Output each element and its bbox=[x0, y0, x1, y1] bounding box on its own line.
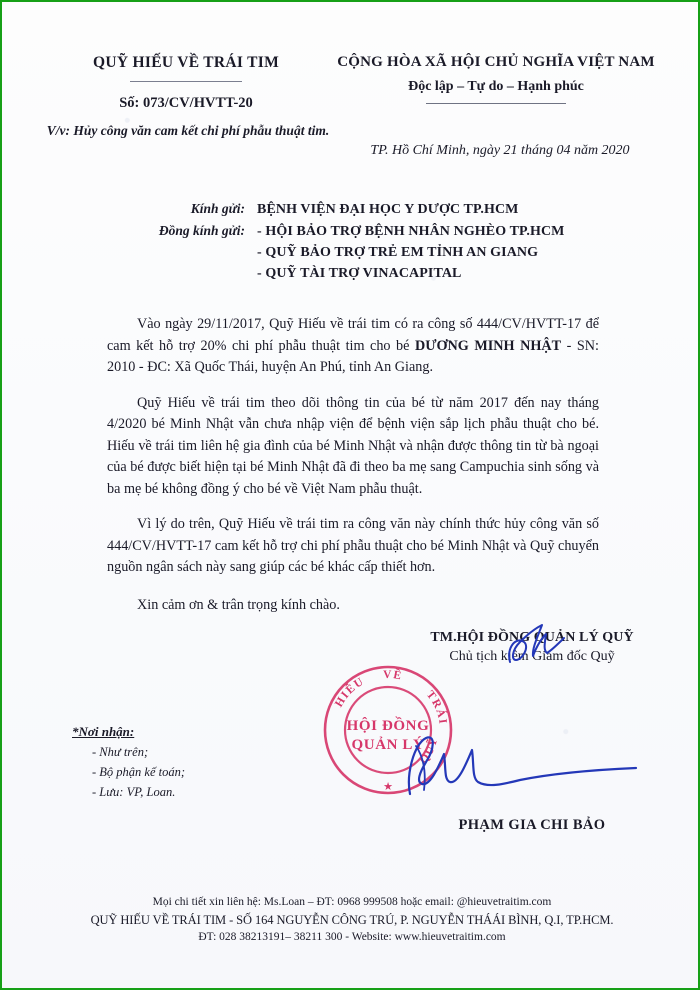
recipient-primary-row bbox=[110, 198, 630, 220]
national-title: CỘNG HÒA XÃ HỘI CHỦ NGHĨA VIỆT NAM bbox=[337, 54, 655, 70]
signer-name: PHẠM GIA CHI BẢO bbox=[458, 817, 606, 833]
para1-suffix: - SN: 2010 - ĐC: Xã Quốc Thái, huyện An Phú, tỉnh An Giang. bbox=[107, 337, 599, 375]
signature-icon bbox=[400, 724, 640, 802]
distribution-note-item-1: - Như trên; bbox=[92, 745, 149, 759]
beneficiary-name: DƯƠNG MINH NHẬT bbox=[414, 337, 562, 354]
signature-title: TM.HỘI ĐỒNG QUẢN LÝ QUỸ bbox=[430, 630, 634, 645]
footer-address-line: QUỸ HIẾU VỀ TRÁI TIM - SỐ 164 NGUYỄN CÔNG TRÚ, P. NGUYỄN THÁÁI BÌNH, Q.I, TP.HCM. bbox=[90, 913, 614, 927]
stamp-ring-top: VỀ bbox=[383, 668, 404, 683]
distribution-note bbox=[72, 724, 312, 800]
recipient-to-label: Kính gửi: bbox=[190, 201, 245, 216]
recipient-cc-label: Đồng kính gửi: bbox=[158, 223, 245, 238]
organization-name: QUỸ HIẾU VỀ TRÁI TIM bbox=[92, 54, 279, 71]
recipient-to-value: BỆNH VIỆN ĐẠI HỌC Y DƯỢC TP.HCM bbox=[257, 202, 519, 217]
signature-initial-icon bbox=[502, 622, 572, 670]
distribution-note-item-2: - Bộ phận kế toán; bbox=[92, 765, 186, 779]
stamp-inner-line-2: QUẢN LÝ bbox=[351, 737, 425, 753]
body-paragraph-1 bbox=[107, 314, 599, 379]
stamp-inner-line-1: HỘI ĐỒNG bbox=[346, 718, 430, 734]
recipient-cc-value-2: - QUỸ BẢO TRỢ TRẺ EM TỈNH AN GIANG bbox=[257, 245, 539, 260]
recipient-cc-row bbox=[110, 220, 630, 242]
recipients-block bbox=[110, 198, 630, 284]
footer-contact-line: Mọi chi tiết xin liên hệ: Ms.Loan – ĐT: 0968 999508 hoặc email: @hieuvetraitim.com bbox=[152, 896, 552, 908]
document-subject: V/v: Hủy công văn cam kết chi phí phẫu thuật tim. bbox=[46, 123, 330, 138]
national-motto: Độc lập – Tự do – Hạnh phúc bbox=[408, 79, 584, 94]
signature-initial-mark bbox=[502, 622, 572, 670]
signature-mark bbox=[400, 724, 640, 802]
stamp-ring-bottom: QUỸ bbox=[417, 735, 441, 767]
stamp-ring-left: HIẾU bbox=[332, 675, 367, 710]
body-closing: Xin cảm ơn & trân trọng kính chào. bbox=[137, 596, 340, 613]
document-body bbox=[107, 314, 599, 616]
distribution-note-item-3: - Lưu: VP, Loan. bbox=[92, 785, 176, 799]
body-paragraph-3: Vì lý do trên, Quỹ Hiếu về trái tim ra công văn này chính thức hủy công văn số 444/CV/HVTT-17 cam kết hỗ trợ chi phí phẫu thuật cho bé Minh Nhật và Quỹ chuyển nguồn ngân sách này sang giúp các bé khác cấp thiết hơn. bbox=[107, 516, 599, 575]
document-footer bbox=[32, 894, 672, 946]
body-paragraph-2: Quỹ Hiếu về trái tim theo dõi thông tin của bé từ năm 2017 đến nay tháng 4/2020 bé Minh Nhật vẫn chưa nhập viện để bệnh viện sắp lịch phẫu thuật cho bé. Hiếu về trái tim liên hệ gia đình của bé Minh Nhật và nhận được thông tin từ bà ngoại của bé được biết hiện tại bé Minh Nhật đã đi theo ba mẹ sang Campuchia sinh sống và ba mẹ bé không đồng ý cho bé về Việt Nam phẫu thuật. bbox=[107, 394, 599, 497]
document-number: Số: 073/CV/HVTT-20 bbox=[119, 95, 253, 111]
para1-prefix: Vào ngày 29/11/2017, Quỹ Hiếu về trái tim có ra công số 444/CV/HVTT-17 để cam kết hỗ trợ 20% chi phí phẫu thuật tim cho bé bbox=[107, 316, 599, 354]
distribution-note-title: *Nơi nhận: bbox=[72, 724, 135, 739]
stamp-star-icon: ★ bbox=[383, 781, 393, 793]
organization-underline bbox=[130, 81, 242, 82]
recipient-cc-value-1: - HỘI BẢO TRỢ BỆNH NHÂN NGHÈO TP.HCM bbox=[257, 224, 565, 239]
stamp-ring-right: TRÁI bbox=[423, 688, 449, 726]
recipient-cc-value-3: - QUỸ TÀI TRỢ VINACAPITAL bbox=[257, 266, 462, 281]
motto-underline bbox=[426, 103, 566, 104]
place-and-date: TP. Hồ Chí Minh, ngày 21 tháng 04 năm 2020 bbox=[370, 143, 630, 158]
footer-phone-website-line: ĐT: 028 38213191– 38211 300 - Website: www.hieuvetraitim.com bbox=[198, 931, 506, 943]
signature-subtitle: Chủ tịch kiêm Giám đốc Quỹ bbox=[449, 649, 615, 664]
